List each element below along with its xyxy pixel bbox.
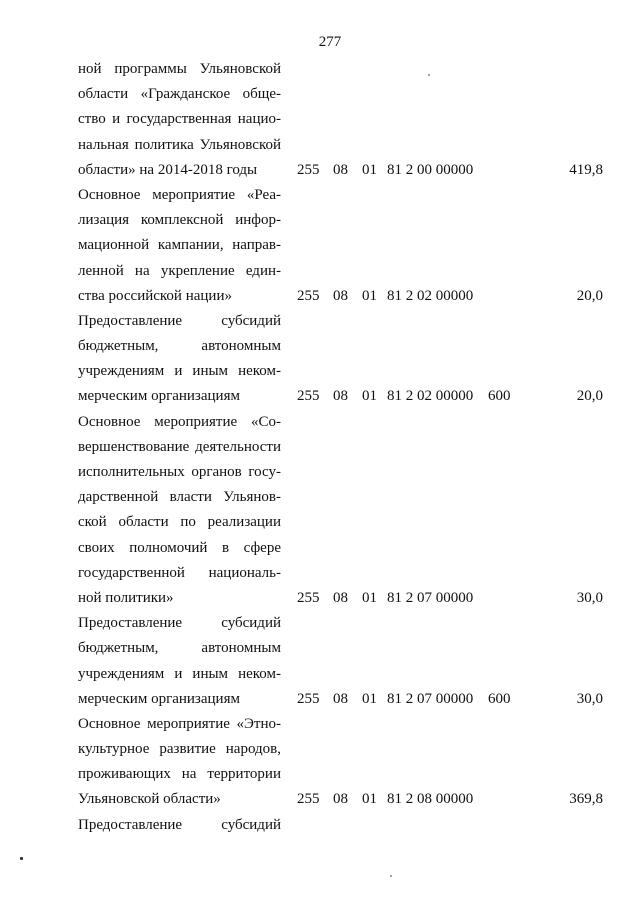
ministry-code: 255: [297, 388, 320, 405]
line-text: Предоставление субсидий: [78, 816, 281, 833]
row-description-line: [78, 359, 281, 384]
row-description-line: [78, 259, 281, 284]
line-text: проживающих на территории: [78, 766, 281, 783]
row-description-line: [78, 233, 281, 258]
scan-speck: [390, 875, 392, 877]
line-text: своих полномочий в сфере: [78, 539, 281, 556]
row-description-line: [78, 309, 281, 334]
row-description-line: [78, 57, 281, 82]
table-row: [78, 813, 608, 838]
section-code: 08: [333, 589, 348, 606]
ministry-code: 255: [297, 791, 320, 808]
scan-speck: [20, 857, 23, 860]
line-text: учреждениям и иным неком-: [78, 665, 281, 682]
line-text: ной политики»: [78, 589, 174, 606]
row-description-line: [78, 208, 281, 233]
line-text: нальная политика Ульяновской: [78, 136, 281, 153]
line-text: исполнительных органов госу-: [78, 464, 281, 480]
line-text: ной программы Ульяновской: [78, 61, 281, 77]
row-description-line: [78, 133, 281, 158]
row-description-line: [78, 561, 281, 586]
target-article-code: 81 2 07 00000: [387, 690, 474, 707]
line-text: государственной националь-: [78, 564, 281, 581]
line-text: Предоставление субсидий: [78, 615, 281, 632]
table-row: [78, 57, 608, 183]
scan-speck: [428, 74, 430, 76]
subsection-code: 01: [362, 791, 377, 808]
amount: 30,0: [576, 690, 603, 707]
amount: 419,8: [569, 161, 603, 178]
line-text: области» на 2014-2018 годы: [78, 161, 258, 178]
line-text: бюджетным, автономным: [78, 338, 281, 355]
line-text: мерческим организациям: [78, 388, 240, 405]
target-article-code: 81 2 07 00000: [387, 589, 474, 606]
amount: 20,0: [576, 287, 603, 304]
row-description-line: [78, 82, 281, 107]
row-description-line: [78, 536, 281, 561]
subsection-code: 01: [362, 161, 377, 178]
row-codes: [78, 384, 603, 409]
table-row: [78, 712, 608, 813]
section-code: 08: [333, 161, 348, 178]
ministry-code: 255: [297, 287, 320, 304]
amount: 369,8: [569, 791, 603, 808]
line-text: Основное мероприятие «Этно-: [78, 715, 281, 732]
target-article-code: 81 2 00 00000: [387, 161, 474, 178]
section-code: 08: [333, 388, 348, 405]
expense-type-code: 600: [488, 388, 511, 405]
section-code: 08: [333, 690, 348, 707]
table-row: [78, 611, 608, 712]
section-code: 08: [333, 791, 348, 808]
line-text: ской области по реализации: [78, 514, 281, 531]
subsection-code: 01: [362, 287, 377, 304]
row-codes: [78, 158, 603, 183]
row-description-line: [78, 107, 281, 132]
row-description-line: [78, 410, 281, 435]
row-codes: [78, 687, 603, 712]
ministry-code: 255: [297, 161, 320, 178]
amount: 20,0: [576, 388, 603, 405]
line-text: мационной кампании, направ-: [78, 237, 281, 254]
target-article-code: 81 2 08 00000: [387, 791, 474, 808]
line-text: ства российской нации»: [78, 287, 232, 304]
line-text: Основное мероприятие «Со-: [78, 413, 281, 430]
row-description-line: [78, 435, 281, 460]
subsection-code: 01: [362, 690, 377, 707]
section-code: 08: [333, 287, 348, 304]
line-text: ство и государственная нацио-: [78, 111, 281, 128]
row-description-line: [78, 762, 281, 787]
line-text: Предоставление субсидий: [78, 312, 281, 329]
ministry-code: 255: [297, 589, 320, 606]
subsection-code: 01: [362, 589, 377, 606]
line-text: лизация комплексной инфор-: [78, 212, 281, 229]
line-text: ленной на укрепление един-: [78, 262, 281, 279]
row-description-line: [78, 712, 281, 737]
line-text: бюджетным, автономным: [78, 640, 281, 657]
row-description-line: [78, 636, 281, 661]
row-description-line: [78, 662, 281, 687]
amount: 30,0: [576, 589, 603, 606]
row-codes: [78, 787, 603, 812]
line-text: вершенствование деятельности: [78, 438, 281, 455]
row-description-line: [78, 183, 281, 208]
line-text: области «Гражданское обще-: [78, 86, 281, 103]
row-description-line: [78, 334, 281, 359]
row-description-line: [78, 485, 281, 510]
row-description-line: [78, 510, 281, 535]
budget-table: [78, 57, 608, 838]
target-article-code: 81 2 02 00000: [387, 388, 474, 405]
line-text: Ульяновской области»: [78, 791, 221, 808]
ministry-code: 255: [297, 690, 320, 707]
expense-type-code: 600: [488, 690, 511, 707]
table-row: [78, 309, 608, 410]
table-row: [78, 183, 608, 309]
row-codes: [78, 586, 603, 611]
row-description-line: [78, 460, 281, 485]
line-text: Основное мероприятие «Реа-: [78, 186, 281, 203]
page-number: 277: [318, 34, 342, 50]
row-codes: [78, 284, 603, 309]
line-text: дарственной власти Ульянов-: [78, 489, 281, 506]
line-text: мерческим организациям: [78, 690, 240, 707]
row-description-line: [78, 611, 281, 636]
row-description-line: [78, 737, 281, 762]
target-article-code: 81 2 02 00000: [387, 287, 474, 304]
line-text: культурное развитие народов,: [78, 741, 281, 758]
subsection-code: 01: [362, 388, 377, 405]
table-row: [78, 410, 608, 612]
line-text: учреждениям и иным неком-: [78, 363, 281, 380]
row-codes: [78, 813, 603, 838]
